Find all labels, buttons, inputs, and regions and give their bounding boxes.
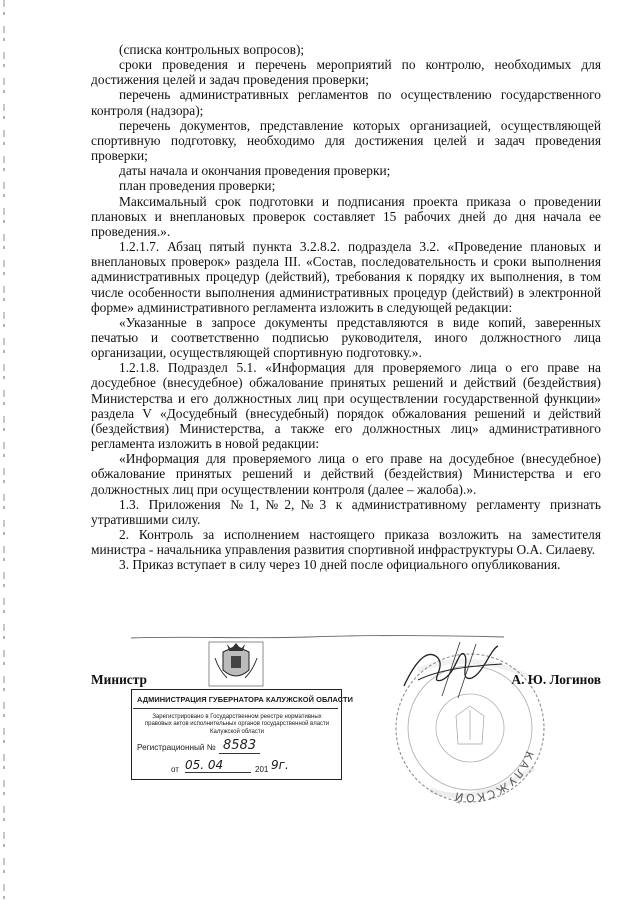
svg-text:КАЛУЖСКОЙ xyxy=(452,749,536,804)
signatory-position: Министр xyxy=(91,672,147,687)
year-printed: 201 xyxy=(255,765,269,774)
paragraph: Максимальный срок подготовки и подписания проекта приказа о проведении плановых и внеплановых проверок составляет 15 рабочих дней до дня начала ее проведения.». xyxy=(91,193,601,239)
paragraph: перечень административных регламентов по осуществлению государственного контроля (надзора); xyxy=(91,87,601,118)
handwritten-signature xyxy=(398,640,508,700)
paragraph: даты начала и окончания проведения проверки; xyxy=(119,163,391,179)
paragraph: «Указанные в запросе документы представляются в виде копий, заверенных печатью и соответственно подписью руководителя, иного должностного лица организации, осуществляющей спортивную подготовку.». xyxy=(91,314,601,361)
registration-number: 8583 xyxy=(219,738,260,754)
paragraph: (списка контрольных вопросов); xyxy=(119,42,305,57)
paragraph: сроки проведения и перечень мероприятий по контролю, необходимых для достижения целей и задач проведения проверки; xyxy=(91,57,601,88)
paragraph: 1.2.1.7. Абзац пятый пункта 3.2.8.2. подраздела 3.2. «Проведение плановых и внеплановых проверок» раздела III. «Состав, последовательность и сроки выполнения административных процедур (действий), требования к порядку их выполнения, в том числе особенности выполнения административных процедур (действий) в электронной форме» административного регламента изложить в следующей редакции: xyxy=(91,239,601,315)
date-prefix: от xyxy=(171,765,179,774)
year-handwritten: 9г. xyxy=(271,758,289,772)
stamp-divider xyxy=(133,708,338,709)
paragraph: 3. Приказ вступает в силу через 10 дней после официального опубликования. xyxy=(119,557,561,573)
paragraph: «Информация для проверяемого лица о его праве на досудебное (внесудебное) обжалование принятых решений и действий (бездействия) Министерства и его должностных лиц при осуществлении контроля (далее – жалоба).». xyxy=(91,451,601,497)
paragraph: 1.3. Приложения №1,№2,№3 к административному регламенту признать утратившими силу. xyxy=(91,496,601,527)
stamp-title: АДМИНИСТРАЦИЯ ГУБЕРНАТОРА КАЛУЖСКОЙ ОБЛАСТИ xyxy=(137,695,354,704)
signatory-name: А. Ю. Логинов xyxy=(511,672,601,687)
paragraph: 1.2.1.8. Подраздел 5.1. «Информация для проверяемого лица о его праве на досудебное (внесудебное) обжалование принятых решений и действий (бездействия) Министерства и его должностных лиц при осуществлении государственной функции» раздела V «Досудебный (внесудебный) порядок обжалования решений и действий (бездействия) Министерства, а также его должностных лиц» административного регламента изложить в новой редакции: xyxy=(91,360,601,452)
seal-text: КАЛУЖСКОЙ xyxy=(452,749,536,805)
document-body xyxy=(91,42,601,572)
registration-number-label: Регистрационный № xyxy=(137,743,216,752)
coat-of-arms-icon xyxy=(205,640,267,688)
stamp-note: Зарегистрировано в Государственном реестре нормативных правовых актов исполнительных органов государственной власти Калужской области xyxy=(144,714,330,735)
scan-binding-edge xyxy=(3,0,5,904)
paragraph: план проведения проверки; xyxy=(119,178,276,194)
registration-stamp xyxy=(131,640,354,780)
registration-date: 05. 04 xyxy=(185,758,251,773)
paragraph: 2. Контроль за исполнением настоящего приказа возложить на заместителя министра - начальника управления развития спортивной инфраструктуры О.А. Силаеву. xyxy=(91,527,601,558)
paragraph: перечень документов, представление которых организацией, осуществляющей спортивную подготовку, необходимо для достижения целей и задач проведения проверки; xyxy=(91,117,601,164)
